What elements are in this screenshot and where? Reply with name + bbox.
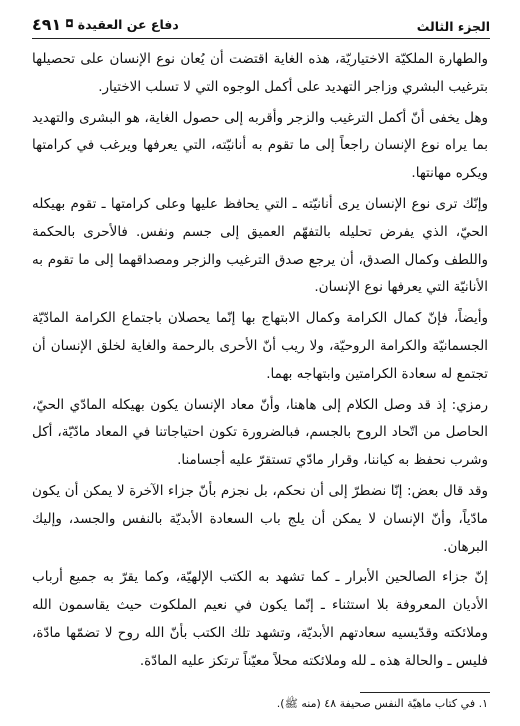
separator-icon: ◘ (65, 19, 74, 30)
header-rule (32, 38, 490, 39)
paragraph-5: رمزي: إذ قد وصل الكلام إلى هاهنا، وأنّ معاد الإنسان يكون بهيكله المادّي الحيّ، الحاصل من اتّحاد الروح بالجسم، فبالضرورة تكون احتياجاتنا في المعاد مادّيّة، أكل وشرب نحفظ به كياننا، وقرار مادّي تستقرّ عليه أجسامنا. (32, 396, 488, 469)
body-text (32, 46, 488, 679)
page-number: ٤٩١ (32, 15, 62, 34)
page-header (32, 10, 490, 34)
paragraph-6: وقد قال بعض: إنّا نضطرّ إلى أن نحكم، بل نجزم بأنّ جزاء الآخرة لا يمكن أن يكون مادّياً، وأنّ الإنسان لا يمكن أن يلج باب السعادة الأبديّة بالنفس والجسد، وإليك البرهان. (32, 482, 488, 555)
paragraph-1: والطهارة الملكيّة الاختياريّة، هذه الغاية اقتضت أن يُعان نوع الإنسان على تحصيلها بترغيب البشري وزاجر التهديد على أكمل الوجوه التي لا تسلب الاختيار. (32, 51, 488, 95)
footnote-rule (360, 692, 490, 693)
book-title: دفاع عن العقيدة (77, 17, 179, 32)
paragraph-7: إنّ جزاء الصالحين الأبرار ـ كما تشهد به الكتب الإلهيّة، وكما يقرّ به جميع أرباب الأديان المعروفة بلا استثناء ـ إنّما يكون في نعيم الملكوت حيث يقاسمون الله وملائكته وقدّيسيه سعادتهم الأبديّة، وتشهد تلك الكتب بأنّ الله روح لا تضمّها مادّة، فليس ـ والحالة هذه ـ لله وملائكته محلاً معيّناً ترتكز عليه المادّة. (32, 569, 488, 669)
footnote: ١. في كتاب ماهيّة النفس صحيفة ٤٨ (منه ﷺ). (276, 697, 488, 710)
part-title: الجزء الثالث (416, 19, 490, 34)
paragraph-4: وأيضاً، فإنّ كمال الكرامة وكمال الابتهاج بها إنّما يحصلان باجتماع الكرامة المادّيّة الجسمانيّة والكرامة الروحيّة، ولا ريب أنّ الأحرى بالرحمة والغاية لخلق الإنسان أن تجتمع له سعادة الكرامتين وابتهاجه بهما. (32, 310, 488, 382)
paragraph-3: وإنّك ترى نوع الإنسان يرى أنانيّته ـ التي يحافظ عليها وعلى كرامتها ـ تقوم بهيكله الحيّ، الذي يفرض تحليله بالتفهّم العميق إلى جسم ونفس. فالأحرى بالحكمة واللطف وكمال الصدق، أن يرجع صدق الترغيب والزجر ومصداقهما إلى ما تقوم به الأنانيّة التي يعرفها نوع الإنسان. (32, 195, 488, 296)
paragraph-2: وهل يخفى أنّ أكمل الترغيب والزجر وأقربه إلى حصول الغاية، هو البشرى والتهديد بما يراه نوع الإنسان راجعاً إلى ما تقوم به أنانيّته، التي يعرفها ويرغب في كرامتها ويكره مهانتها. (32, 109, 488, 182)
book-title-group (32, 15, 179, 34)
